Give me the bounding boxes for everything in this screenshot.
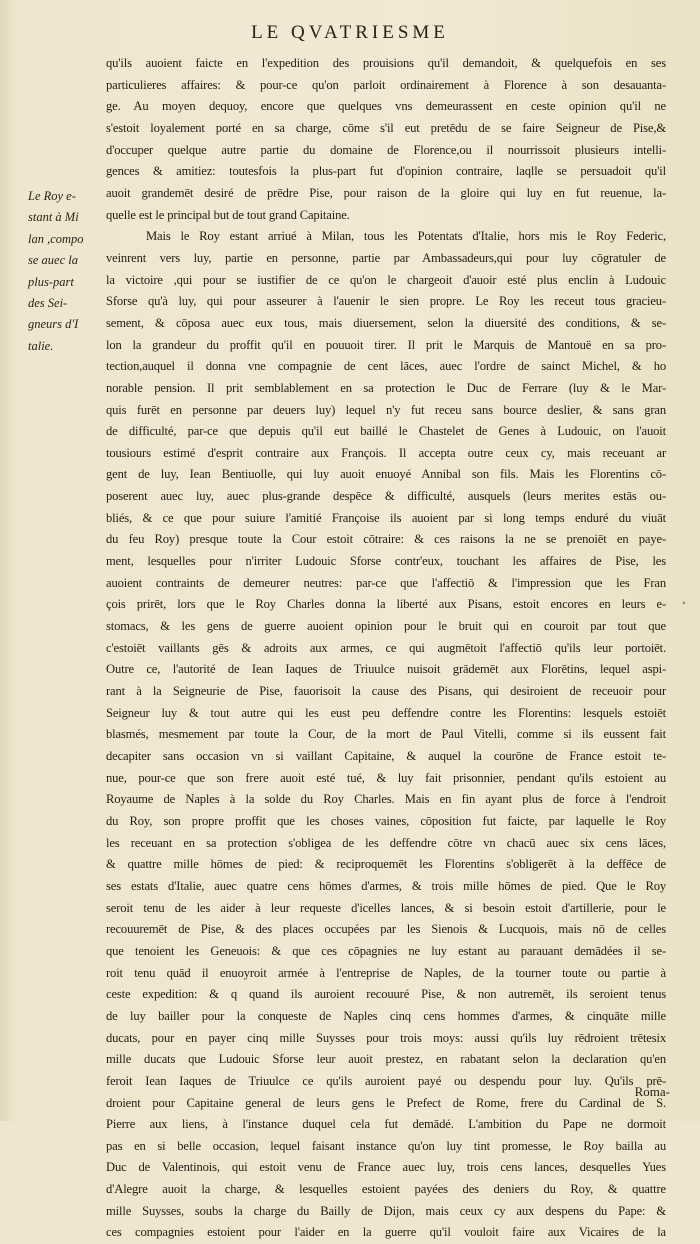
text-line: auoient contraints de demeurer neutres: par-ce que l'affectiō & l'impression que les Fran — [106, 575, 666, 590]
text-line: norable pension. Il prit semblablement en sa protection le Duc de Ferrare (luy & le Mar- — [106, 380, 666, 395]
text-line: Mais le Roy estant arriué à Milan, tous les Potentats d'Italie, hors mis le Roy Federic, — [146, 229, 666, 244]
text-line: mille Suysses, soubs la charge du Bailly de Dijon, mais ceux cy aux despens du Pape: & — [106, 1203, 666, 1218]
text-line: Pierre aux liens, à l'instance duquel cela fut demādé. L'ambition du Pape ne dormoit — [106, 1117, 666, 1132]
text-line: tection,auquel il donna vne compagnie de cent lāces, auec l'ordre de sainct Michel, & ho — [106, 359, 666, 374]
text-line: que tenoient les Geneuois: & que ces cōpagnies ne luy estant au parauant demādées il se- — [106, 943, 666, 958]
text-line: qu'ils auoient faicte en l'expedition des prouisions qu'il demandoit, & quelquefois en ses — [106, 56, 666, 70]
text-line: du feu Roy) presque toute la Cour estoit cōtraire: & ces raisons la ne se prenoiēt en paye- — [106, 532, 666, 547]
text-line: veinrent vers luy, partie en personne, partie par Ambassadeurs,qui pour luy cōgratuler de — [106, 250, 666, 265]
text-line: Outre ce, l'autorité de Iean Iaques de Triuulce nuisoit grādemēt aux Florētins, lequel aspi- — [106, 662, 666, 677]
text-line: les receuant en sa protection s'obligea de les deffendre cōtre vn chacū auec six cens lāces, — [106, 835, 666, 850]
margin-note-line: se auec la — [28, 253, 78, 268]
catchword: Roma- — [634, 1084, 670, 1099]
text-line: gences & amitiez: toutesfois la plus-part fut d'opinion contraire, laqlle se persuadoit qu'il — [106, 164, 666, 179]
text-line: c'estoiēt vaillants gēs & adroits aux armes, ce qui augmētoit l'affectiō qu'ils leur portoiēt. — [106, 640, 666, 655]
text-line: decapiter sans occasion vn si vaillant Capitaine, & auquel la courōne de France estoit te- — [106, 749, 666, 763]
text-line: feroit Iean Iaques de Triuulce ce qu'ils auroient payé ou despendu pour luy. Qu'ils prē- — [106, 1073, 666, 1088]
text-line: ment, lesquelles pour n'irriter Ludouic Sforse contr'eux, touchant les affaires de Pise, les — [106, 554, 666, 569]
margin-note-line: plus-part — [28, 274, 74, 289]
text-line: de difficulté, par-ce que depuis qu'il eut baillé le Chastelet de Genes à Ludouic, on l'auoit — [106, 424, 666, 439]
margin-note-line: Le Roy e- — [28, 189, 76, 203]
text-line: du Roy, son propre proffit que les choses vaines, cōposition fut faicte, par laquelle le Roy — [106, 813, 666, 828]
text-line: ge. Au moyen dequoy, encore que quelques vns demeurassent en ceste opinion qu'il ne — [106, 99, 666, 114]
text-line: droient pour Capitaine general de leurs gens le Prefect de Rome, frere du Cardinal de S. — [106, 1095, 666, 1110]
text-line: s'estoit loyalement porté en sa charge, cōme s'il eut pretēdu de se faire Seigneur de Pise,& — [106, 120, 666, 135]
margin-note-line: talie. — [28, 338, 54, 353]
text-line: particulieres affaires: & pour-ce qu'on parloit ordinairement à Florence à son desauanta- — [106, 77, 666, 92]
text-line: lon la grandeur du proffit qu'il en pouuoit tirer. Il prit le Marquis de Mantouë en sa pro- — [106, 337, 666, 352]
text-line: bliés, & ce que pour suiure l'amitié Françoise ils auoient par si long temps enduré du viuāt — [106, 510, 666, 525]
running-title: LE QVATRIESME — [251, 22, 449, 43]
text-line: d'occuper quelque autre partie du domaine de Florence,ou il nourrissoit plusieurs intelli- — [106, 142, 666, 157]
text-line: de luy bailler pour la conqueste de Naples cinq cens hommes d'armes, & cinquāte mille — [106, 1008, 666, 1023]
text-line: d'Alegre auoit la charge, & lesquelles estoient payées des deniers du Roy, & quattre — [106, 1182, 666, 1197]
text-line: sement, & cōposa auec eux tous, mais diuersement, selon la diuersité des conditions, & se- — [106, 315, 666, 330]
margin-note — [28, 186, 102, 357]
text-line: blasmés, mesmement par toute la Cour, de la mort de Paul Vitelli, comme si ils eussent fait — [106, 727, 666, 742]
text-line: quelle est le principal but de tout grand Capitaine. — [106, 207, 350, 222]
text-line: Royaume de Naples à la solde du Roy Charles. Mais en fin ayant plus de force à l'endroit — [106, 792, 666, 807]
text-line: poserent auec luy, auec plus-grande despēce & difficulté, ausquels (leurs merites estās ou- — [106, 489, 666, 504]
margin-note-line: lan ,compo — [28, 231, 84, 246]
text-line: pas en si belle occasion, lequel faisant instance qu'on luy tint promesse, le Roy bailla au — [106, 1138, 666, 1153]
text-line: rant à la Seigneurie de Pise, fauorisoit la cause des Pisans, qui desiroient de receuoir pour — [106, 684, 666, 699]
text-line: ses estats d'Italie, auec quatre cens hōmes d'armes, & trois mille hōmes de pied. Que le Roy — [106, 878, 666, 893]
margin-note-line: stant à Mi — [28, 210, 79, 225]
text-line: çois prirēt, lors que le Roy Charles donna la liberté aux Pisans, estoit encores en leurs e- — [106, 597, 666, 612]
margin-note-line: des Sei- — [28, 296, 68, 311]
text-line: la victoire ,qui pour se iustifier de ce qu'on le chargeoit d'auoir esté plus enclin à Ludouic — [106, 272, 666, 287]
text-line: Duc de Valentinois, qui estoit venu de France auec luy, trois cens lances, desquelles Yues — [106, 1160, 666, 1175]
text-line: & quattre mille hōmes de pied: & reciproquemēt les Florentins s'obligerēt à la deffēce de — [106, 857, 666, 872]
text-line: ces compagnies estoient pour l'aider en la guerre qu'il vouloit faire aux Vicaires de la — [106, 1225, 666, 1240]
text-line: Seigneur luy & tout autre qui les eust peu deffendre contre les Florentins: lesquels estoiēt — [106, 705, 666, 720]
page-edge-mark: • — [681, 596, 686, 610]
text-line: tousiours estimé d'esprit contraire aux François. Il accepta outre ceux cy, mais receuant ar — [106, 445, 666, 460]
body-text — [106, 53, 666, 1244]
text-line: seroit tenu de les aider à leur requeste d'icelles lances, & si besoin estoit d'artillerie, pour le — [106, 900, 666, 915]
text-line: ducats, pour en payer cinq mille Suysses pour trois moys: aussi qu'ils luy rēdroient trētesix — [106, 1030, 666, 1045]
text-line: quis furēt en personne par deuers luy) lequel n'y fut receu sans bource deslier, & sans gran — [106, 402, 666, 417]
text-line: Sforse qu'à luy, qui pour asseurer à l'auenir le sien propre. Le Roy les receut tous gracieu- — [106, 294, 666, 309]
text-line: ceste expedition: & q quand ils auroient recouuré Pise, & non autremēt, ils seroient tenus — [106, 987, 666, 1002]
text-line: recouuremēt de Pise, & des places occupées par les Sienois & Lucquois, mais nō de celles — [106, 922, 666, 937]
text-line: roit tenu quād il enuoyroit armée à l'entreprise de Naples, de la tourner toute ou partie à — [106, 965, 666, 980]
text-line: gent de luy, Iean Bentiuolle, qui luy auoit enuoyé Annibal son fils. Mais les Florentins cō- — [106, 467, 666, 482]
text-line: mille ducats que Ludouic Sforse leur auoit prestez, en rabatant selon la declaration qu'en — [106, 1052, 666, 1067]
text-line: auoit grandemēt desiré de prēdre Pise, pour raison de la gloire qui luy en fut reuenue, la- — [106, 185, 666, 200]
text-line: stomacs, & les gens de guerre auoient opinion pour le bruit qui en couroit par tout que — [106, 619, 666, 634]
margin-note-line: gneurs d'I — [28, 317, 79, 332]
text-line: nue, pour-ce que son frere auoit esté tué, & luy fait prisonnier, pendant qu'ils estoient au — [106, 770, 666, 785]
